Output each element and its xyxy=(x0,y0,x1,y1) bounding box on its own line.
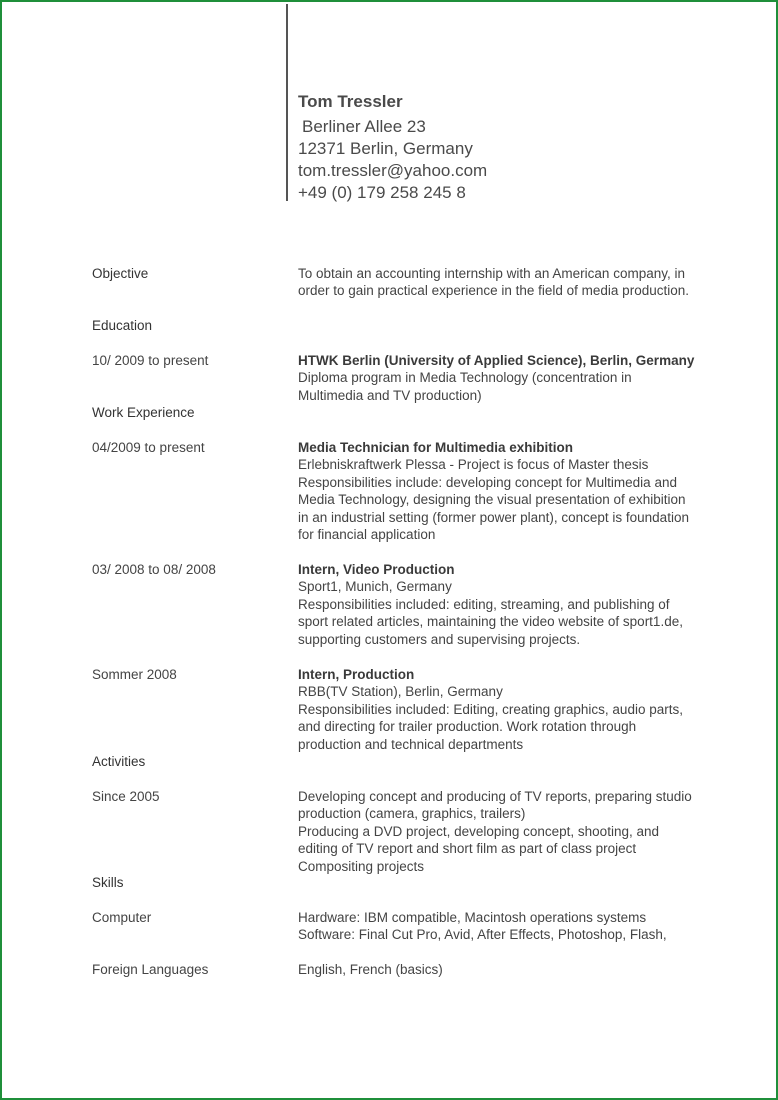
text-line: order to gain practical experience in the field of media production. xyxy=(298,283,689,299)
text-line: for financial application xyxy=(298,527,436,543)
work-entry xyxy=(298,561,708,648)
activity-entry xyxy=(298,788,708,875)
email-address: tom.tressler@yahoo.com xyxy=(298,161,488,180)
work-date: 03/ 2008 to 08/ 2008 xyxy=(92,562,216,577)
work-heading: Work Experience xyxy=(92,405,195,420)
text-line: sport related articles, maintaining the video website of sport1.de, xyxy=(298,614,683,630)
activities-heading: Activities xyxy=(92,754,146,769)
entry-title: Media Technician for Multimedia exhibition xyxy=(298,440,574,455)
education-heading: Education xyxy=(92,318,153,333)
text-line: Developing concept and producing of TV reports, preparing studio xyxy=(298,789,692,804)
activity-date: Since 2005 xyxy=(92,789,160,804)
text-line: English, French (basics) xyxy=(298,962,443,977)
work-date: Sommer 2008 xyxy=(92,667,177,682)
objective-heading: Objective xyxy=(92,266,149,281)
text-line: in an industrial setting (former power plant), concept is foundation xyxy=(298,509,689,525)
education-entry xyxy=(298,352,708,404)
objective-text xyxy=(298,265,708,300)
address-line-2: 12371 Berlin, Germany xyxy=(298,139,473,158)
text-line: Software: Final Cut Pro, Avid, After Effects, Photoshop, Flash, xyxy=(298,927,667,943)
skill-entry xyxy=(298,961,708,978)
text-line: Compositing projects xyxy=(298,858,425,874)
applicant-name: Tom Tressler xyxy=(298,92,403,111)
text-line: Responsibilities included: editing, streaming, and publishing of xyxy=(298,596,670,612)
text-line: Diploma program in Media Technology (concentration in xyxy=(298,370,632,386)
contact-header xyxy=(298,92,487,204)
work-entry xyxy=(298,666,708,753)
text-line: production (camera, graphics, trailers) xyxy=(298,806,526,822)
text-line: production and technical departments xyxy=(298,736,524,752)
text-line: Responsibilities included: Editing, creating graphics, audio parts, xyxy=(298,701,683,717)
text-line: Media Technology, designing the visual presentation of exhibition xyxy=(298,492,686,508)
education-date: 10/ 2009 to present xyxy=(92,353,209,368)
text-line: Producing a DVD project, developing concept, shooting, and xyxy=(298,823,659,839)
skills-heading: Skills xyxy=(92,875,124,890)
address-line-1: Berliner Allee 23 xyxy=(302,117,426,136)
work-date: 04/2009 to present xyxy=(92,440,205,455)
text-line: Sport1, Munich, Germany xyxy=(298,579,452,595)
phone-number: +49 (0) 179 258 245 8 xyxy=(298,183,466,202)
text-line: and directing for trailer production. Work rotation through xyxy=(298,719,637,735)
text-line: Multimedia and TV production) xyxy=(298,387,482,403)
text-line: RBB(TV Station), Berlin, Germany xyxy=(298,684,503,700)
text-line: Hardware: IBM compatible, Macintosh operations systems xyxy=(298,910,647,925)
work-entry xyxy=(298,439,708,543)
entry-title: HTWK Berlin (University of Applied Science), Berlin, Germany xyxy=(298,353,695,368)
entry-title: Intern, Video Production xyxy=(298,562,455,577)
skill-entry xyxy=(298,909,708,944)
entry-title: Intern, Production xyxy=(298,667,415,682)
text-line: Responsibilities include: developing concept for Multimedia and xyxy=(298,474,677,490)
text-line: editing of TV report and short film as part of class project xyxy=(298,841,637,857)
text-line: Erlebniskraftwerk Plessa - Project is focus of Master thesis xyxy=(298,457,649,473)
header-divider xyxy=(286,4,288,201)
text-line: To obtain an accounting internship with an American company, in xyxy=(298,266,685,281)
skill-label: Computer xyxy=(92,910,152,925)
skill-label: Foreign Languages xyxy=(92,962,209,977)
text-line: supporting customers and supervising projects. xyxy=(298,631,581,647)
